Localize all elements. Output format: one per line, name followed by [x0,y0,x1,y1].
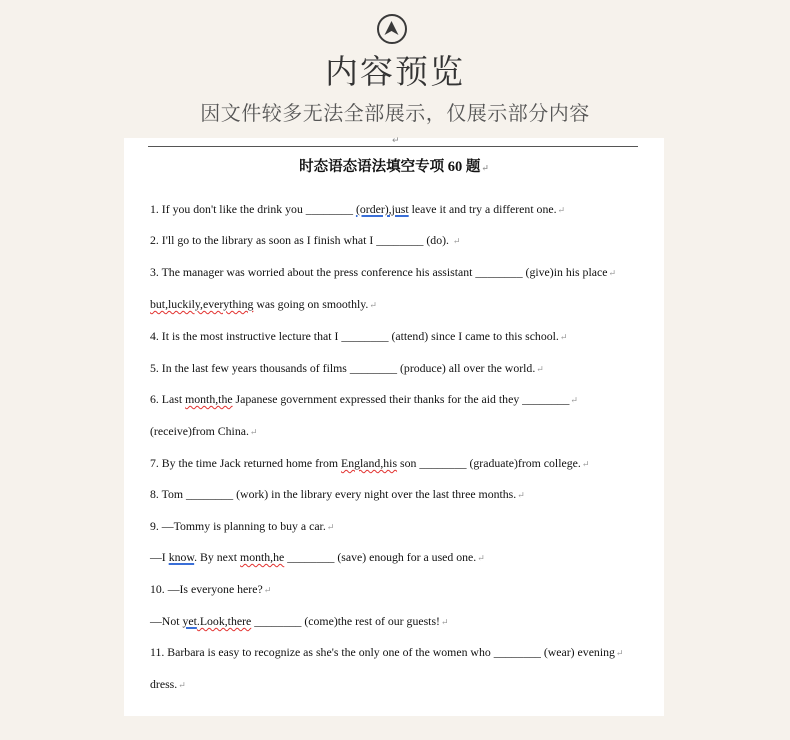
question-text: . By next [194,550,241,564]
spellcheck-word: (order),just [355,202,409,216]
question-text: 10. —Is everyone here? [150,582,263,596]
paragraph-mark-icon: ↵ [517,490,525,500]
question-text: Japanese government expressed their thanks for the aid they ________ [232,392,570,406]
preview-header [0,0,790,138]
paragraph-mark-icon: ↵ [440,617,449,627]
question-line [150,487,525,502]
question-text: 9. —Tommy is planning to buy a car. [150,519,326,533]
paragraph-mark-icon: ↵ [263,585,272,595]
question-text: 4. It is the most instructive lecture that I ________ (attend) since I came to this school. [150,329,559,343]
paragraph-mark-icon: ↵ [536,364,544,374]
question-text: 5. In the last few years thousands of films ________ (produce) all over the world. [150,361,536,375]
question-line [150,456,589,471]
question-text: 1. If you don't like the drink you ________ [150,202,356,216]
paragraph-mark-icon: ↵ [249,427,258,437]
question-text: 8. Tom ________ (work) in the library every night over the last three months. [150,487,517,501]
paragraph-mark-icon: ↵ [326,522,335,532]
question-line [150,614,449,629]
question-text: 2. I'll go to the library as soon as I finish what I ________ (do). [150,233,452,247]
paragraph-mark-icon: ↵ [608,268,616,278]
question-line [150,677,186,692]
question-text: son ________ (graduate)from college. [397,456,581,470]
question-text: —I [150,550,169,564]
question-line [150,233,460,248]
spellcheck-word: know [168,550,195,564]
question-text: was going on smoothly. [253,297,369,311]
paragraph-mark-icon: ↵ [392,136,400,146]
spellcheck-word: month,the [185,392,233,406]
question-text: dress. [150,677,178,691]
document-title-text: 时态语态语法填空专项 60 题 [299,159,481,175]
question-line [150,361,544,376]
question-line [150,645,623,660]
question-text: 11. Barbara is easy to recognize as she's the only one of the women who ________ (wear) evening [150,645,615,659]
question-line [150,329,567,344]
question-line [150,582,271,597]
spellcheck-word: yet [182,614,197,628]
question-text: —Not [150,614,183,628]
paragraph-mark-icon: ↵ [559,332,568,342]
spellcheck-word: .Look,there [196,614,252,628]
question-line [150,550,485,565]
question-line [150,202,565,217]
question-line [150,265,616,280]
paragraph-mark-icon: ↵ [178,680,186,690]
paragraph-mark-icon: ↵ [369,300,377,310]
question-line [150,392,578,407]
question-line [150,519,334,534]
document-title [124,155,664,176]
question-text: 3. The manager was worried about the press conference his assistant ________ (give)in his place [150,265,608,279]
spellcheck-word: but,luckily,everything [150,297,254,311]
spellcheck-word: month,he [240,550,285,564]
paragraph-mark-icon: ↵ [581,459,590,469]
question-text: (receive)from China. [150,424,249,438]
paragraph-mark-icon: ↵ [452,236,461,246]
question-text: 6. Last [150,392,186,406]
question-text: ________ (save) enough for a used one. [284,550,477,564]
paragraph-mark-icon: ↵ [477,553,485,563]
page-subtitle: 因文件较多无法全部展示，仅展示部分内容 [200,101,590,125]
paragraph-mark-icon: ↵ [557,205,566,215]
spellcheck-word: England,his [341,456,398,470]
question-line [150,297,377,312]
paragraph-mark-icon: ↵ [615,648,624,658]
header-rule [148,146,638,147]
question-text: ________ (come)the rest of our guests! [251,614,440,628]
document-preview [124,138,664,716]
paragraph-mark-icon: ↵ [481,163,489,173]
page-title: 内容预览 [325,52,465,91]
question-text: 7. By the time Jack returned home from [150,456,341,470]
arrow-up-circle-icon [377,14,407,44]
question-text: leave it and try a different one. [408,202,557,216]
paragraph-mark-icon: ↵ [570,395,578,405]
question-line [150,424,257,439]
